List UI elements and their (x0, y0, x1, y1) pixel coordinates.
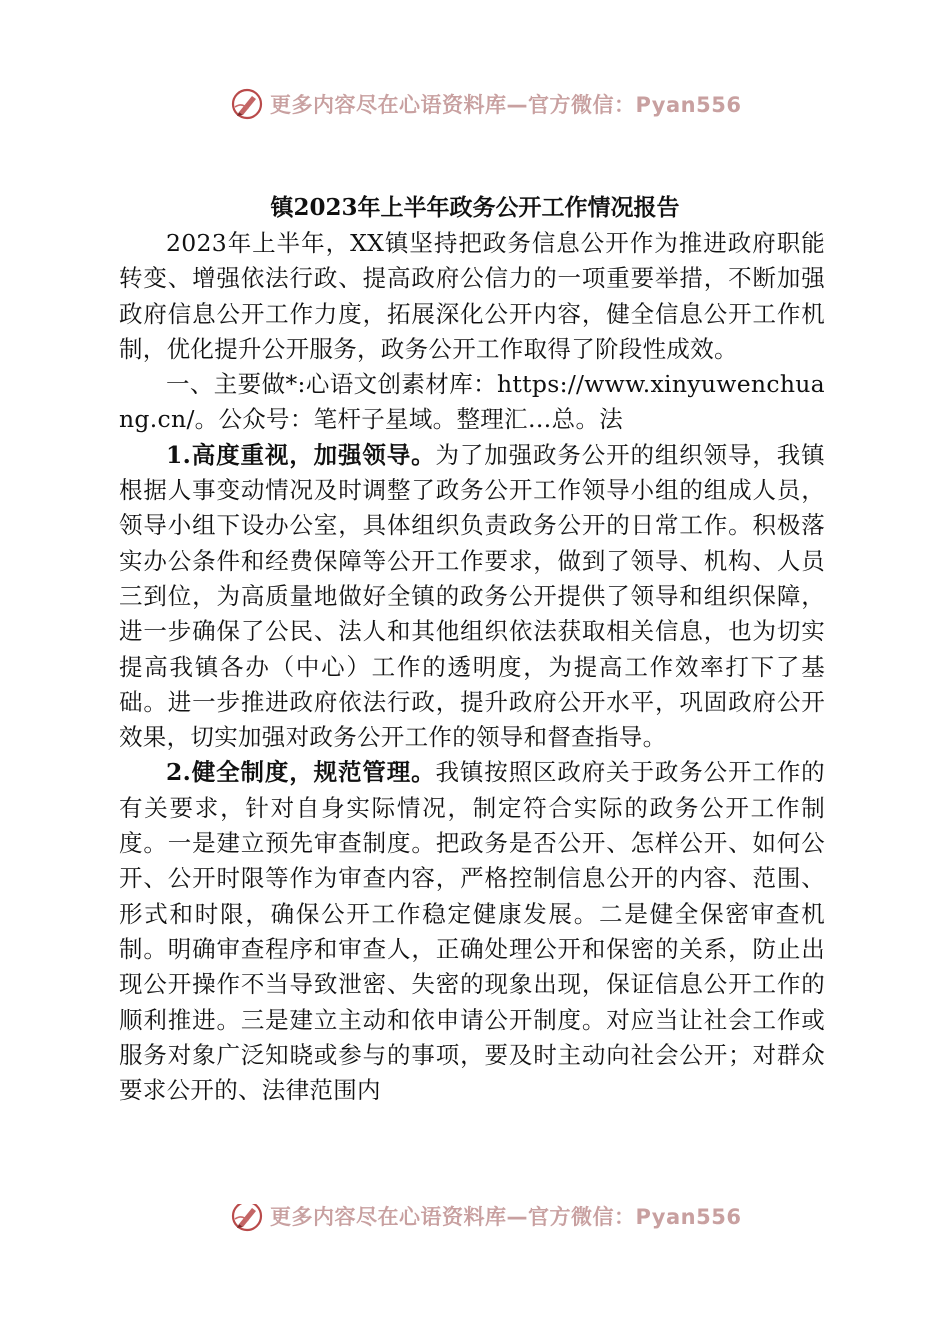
item2-heading: 2.健全制度，规范管理。 (166, 758, 436, 787)
watermark-footer (230, 1204, 741, 1234)
item1-heading: 1.高度重视，加强领导。 (166, 440, 436, 469)
watermark-text: 更多内容尽在心语资料库—官方微信：Pyan556 (270, 1205, 742, 1229)
pen-logo-icon (230, 87, 264, 121)
section-one-paragraph: 一、主要做*:心语文创素材库：https://www.xinyuwenchuang.cn/。公众号：笔杆子星域。整理汇…总。法 (119, 370, 825, 434)
item1-body: 为了加强政务公开的组织领导，我镇根据人事变动情况及时调整了政务公开工作领导小组的组成人员，领导小组下设办公室，具体组织负责政务公开的日常工作。积极落实办公条件和经费保障等公开工作要求，做到了领导、机构、人员三到位，为高质量地做好全镇的政务公开提供了领导和组织保障，进一步确保了公民、法人和其他组织依法获取相关信息，也为切实提高我镇各办（中心）工作的透明度，为提高工作效率打下了基础。进一步推进政府依法行政，提升政府公开水平，巩固政府公开效果，切实加强对政务公开工作的领导和督查指导。 (119, 440, 825, 752)
item2-paragraph (119, 755, 825, 1108)
intro-paragraph: 2023年上半年，XX镇坚持把政务信息公开作为推进政府职能转变、增强依法行政、提高政府公信力的一项重要举措，不断加强政府信息公开工作力度，拓展深化公开内容，健全信息公开工作机制，优化提升公开服务，政务公开工作取得了阶段性成效。 (119, 229, 825, 363)
item2-body: 我镇按照区政府关于政务公开工作的有关要求，针对自身实际情况，制定符合实际的政务公开工作制度。一是建立预先审查制度。把政务是否公开、怎样公开、如何公开、公开时限等作为审查内容，严格控制信息公开的内容、范围、形式和时限，确保公开工作稳定健康发展。二是健全保密审查机制。明确审查程序和审查人，正确处理公开和保密的关系，防止出现公开操作不当导致泄密、失密的现象出现，保证信息公开工作的顺利推进。三是建立主动和依申请公开制度。对应当让社会工作或服务对象广泛知晓或参与的事项，要及时主动向社会公开；对群众要求公开的、法律范围内 (119, 758, 825, 1105)
pen-logo-icon (230, 1204, 264, 1233)
watermark-text: 更多内容尽在心语资料库—官方微信：Pyan556 (270, 93, 742, 117)
item1-paragraph (119, 438, 825, 756)
watermark-header (230, 86, 741, 122)
document-title: 镇2023年上半年政务公开工作情况报告 (270, 194, 680, 221)
document-body (119, 226, 825, 1108)
